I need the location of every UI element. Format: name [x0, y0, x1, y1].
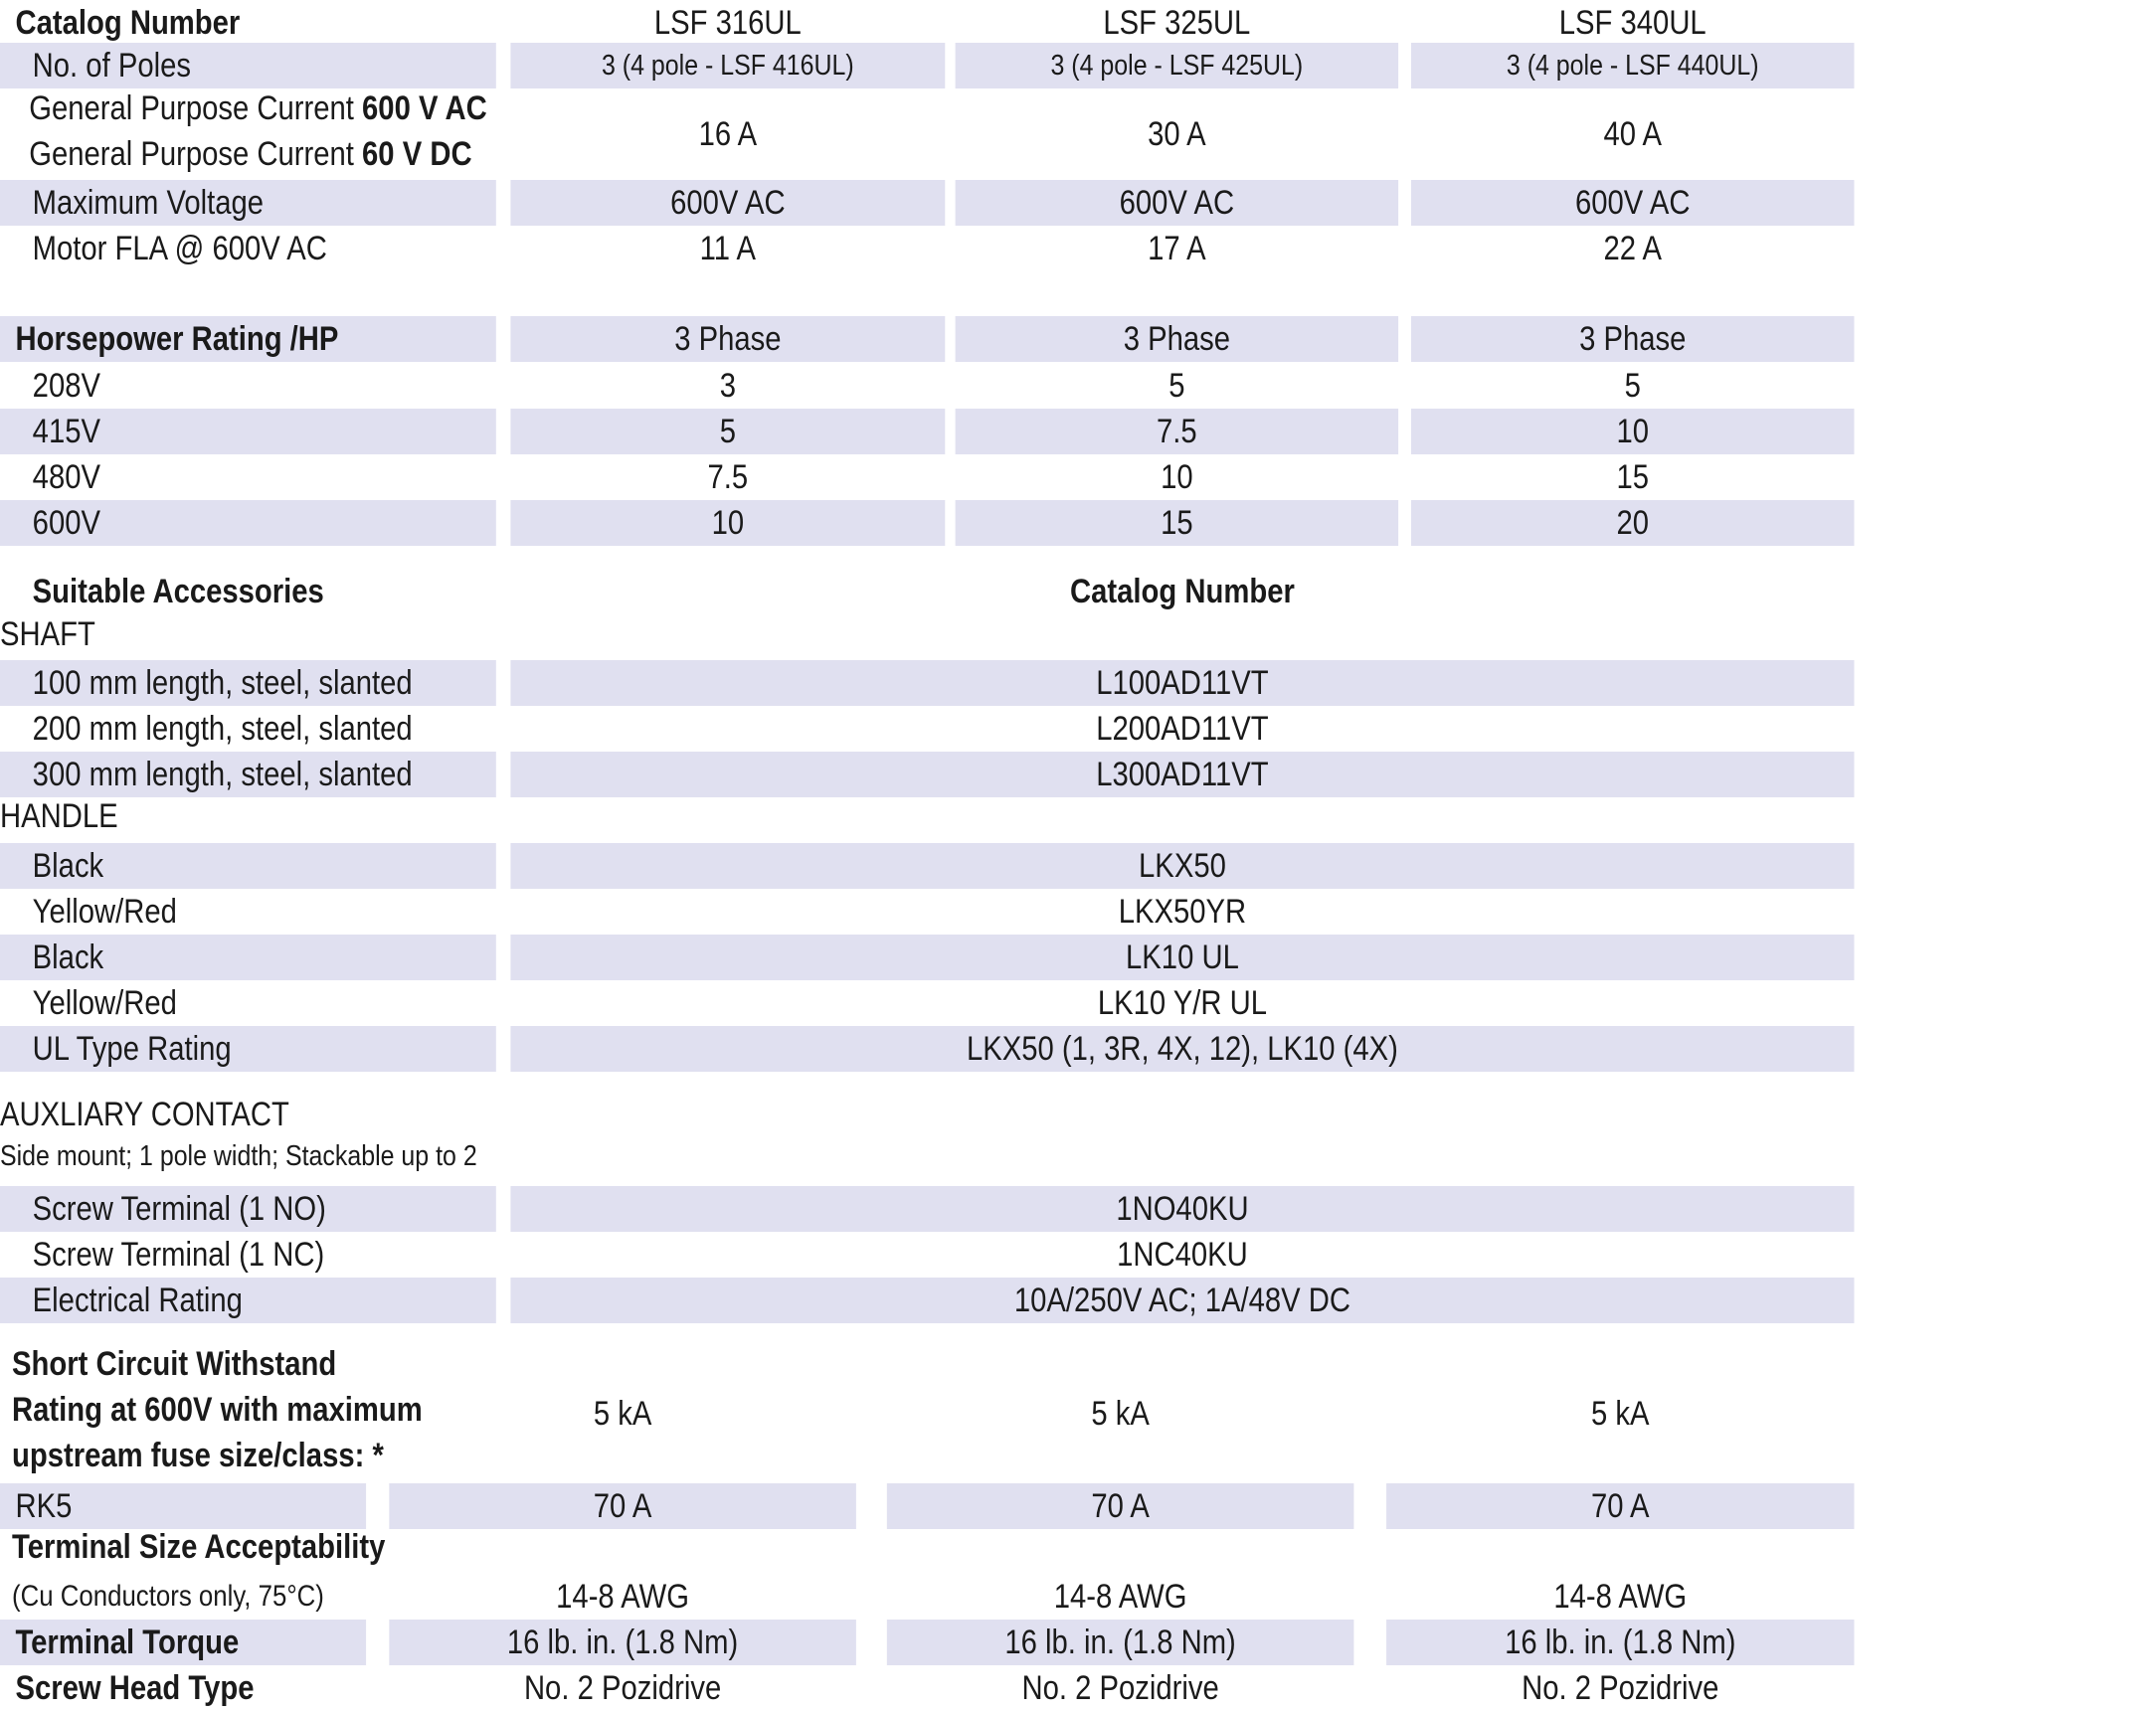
aux-nc-val: 1NC40KU: [1117, 1235, 1248, 1274]
accessories-col-label: Catalog Number: [1070, 572, 1295, 610]
aux-rating-label: Electrical Rating: [0, 1278, 496, 1323]
current-val-3: 40 A: [1603, 114, 1663, 153]
voltage-val-1: 600V AC: [510, 180, 945, 226]
hp-600-val-1: 10: [510, 500, 945, 546]
aux-no-val: 1NO40KU: [510, 1186, 1854, 1232]
handle-yr-val: LKX50YR: [1118, 892, 1247, 931]
accessories-label: Suitable Accessories: [32, 572, 324, 610]
header-label: Catalog Number: [15, 3, 241, 42]
rk5-val-2: 70 A: [887, 1483, 1354, 1529]
shaft-300-label: 300 mm length, steel, slanted: [0, 752, 496, 797]
screw-head-val-3: No. 2 Pozidrive: [1522, 1668, 1719, 1707]
hp-600-label: 600V: [0, 500, 496, 546]
current-label-ac-text: General Purpose Current: [29, 89, 363, 127]
voltage-val-3: 600V AC: [1411, 180, 1854, 226]
hp-480-val-3: 15: [1616, 457, 1649, 496]
hp-val-2: 3 Phase: [956, 316, 1398, 362]
ul-type-label: UL Type Rating: [0, 1026, 496, 1072]
shaft-100-label: 100 mm length, steel, slanted: [0, 660, 496, 706]
current-label-dc: [29, 135, 471, 174]
hp-480-label: 480V: [32, 457, 100, 496]
sc-line-1: Short Circuit Withstand: [12, 1345, 337, 1383]
hp-415-label: 415V: [0, 409, 496, 454]
handle-black-val: LKX50: [510, 843, 1854, 889]
header-col-2: LSF 325UL: [1103, 3, 1251, 42]
shaft-heading: SHAFT: [0, 615, 95, 653]
current-label-ac: [29, 89, 487, 128]
rk5-val-3: 70 A: [1386, 1483, 1854, 1529]
current-label-ac-bold: 600 V AC: [362, 89, 487, 127]
rk5-label: RK5: [0, 1483, 366, 1529]
shaft-200-val: L200AD11VT: [1096, 709, 1269, 748]
rk5-val-1: 70 A: [389, 1483, 856, 1529]
handle-black-label: Black: [0, 843, 496, 889]
voltage-label: Maximum Voltage: [0, 180, 496, 226]
voltage-val-2: 600V AC: [956, 180, 1398, 226]
fla-val-2: 17 A: [1148, 229, 1206, 267]
hp-label: Horsepower Rating /HP: [0, 316, 496, 362]
hp-208-val-1: 3: [719, 366, 736, 405]
aux-rating-val: 10A/250V AC; 1A/48V DC: [510, 1278, 1854, 1323]
current-label-dc-text: General Purpose Current: [29, 135, 363, 173]
sc-line-2: Rating at 600V with maximum: [12, 1391, 423, 1429]
sc-val-1: 5 kA: [593, 1394, 652, 1433]
torque-val-1: 16 lb. in. (1.8 Nm): [389, 1620, 856, 1665]
current-val-2: 30 A: [1148, 114, 1206, 153]
hp-208-label: 208V: [32, 366, 100, 405]
screw-head-val-2: No. 2 Pozidrive: [1021, 1668, 1219, 1707]
hp-415-val-1: 5: [510, 409, 945, 454]
header-col-1: LSF 316UL: [653, 3, 802, 42]
torque-val-3: 16 lb. in. (1.8 Nm): [1386, 1620, 1854, 1665]
sc-line-3: upstream fuse size/class: *: [12, 1437, 384, 1474]
handle-yr2-val: LK10 Y/R UL: [1097, 983, 1268, 1022]
header-col-3: LSF 340UL: [1558, 3, 1707, 42]
poles-val-3: 3 (4 pole - LSF 440UL): [1411, 43, 1854, 88]
aux-no-label: Screw Terminal (1 NO): [0, 1186, 496, 1232]
fla-val-1: 11 A: [699, 229, 757, 267]
handle-black2-label: Black: [0, 935, 496, 980]
hp-208-val-2: 5: [1168, 366, 1185, 405]
poles-val-1: 3 (4 pole - LSF 416UL): [510, 43, 945, 88]
terminal-size-val-3: 14-8 AWG: [1553, 1577, 1688, 1616]
sc-val-2: 5 kA: [1091, 1394, 1150, 1433]
shaft-100-val: L100AD11VT: [510, 660, 1854, 706]
terminal-size-val-2: 14-8 AWG: [1053, 1577, 1187, 1616]
ul-type-val: LKX50 (1, 3R, 4X, 12), LK10 (4X): [510, 1026, 1854, 1072]
terminal-size-label: Terminal Size Acceptability: [12, 1528, 386, 1566]
hp-415-val-3: 10: [1411, 409, 1854, 454]
aux-nc-label: Screw Terminal (1 NC): [32, 1235, 325, 1274]
screw-head-val-1: No. 2 Pozidrive: [523, 1668, 722, 1707]
handle-heading: HANDLE: [0, 797, 118, 835]
fla-label: Motor FLA @ 600V AC: [32, 229, 327, 267]
hp-600-val-3: 20: [1411, 500, 1854, 546]
aux-heading: AUXLIARY CONTACT: [0, 1096, 289, 1133]
hp-415-val-2: 7.5: [956, 409, 1398, 454]
current-val-1: 16 A: [698, 114, 758, 153]
sc-val-3: 5 kA: [1591, 1394, 1650, 1433]
current-label-dc-bold: 60 V DC: [362, 135, 472, 173]
hp-600-val-2: 15: [956, 500, 1398, 546]
hp-480-val-2: 10: [1161, 457, 1193, 496]
torque-label: Terminal Torque: [0, 1620, 366, 1665]
hp-val-1: 3 Phase: [510, 316, 945, 362]
terminal-size-val-1: 14-8 AWG: [556, 1577, 689, 1616]
handle-black2-val: LK10 UL: [510, 935, 1854, 980]
shaft-300-val: L300AD11VT: [510, 752, 1854, 797]
torque-val-2: 16 lb. in. (1.8 Nm): [887, 1620, 1354, 1665]
handle-yr2-label: Yellow/Red: [32, 983, 177, 1022]
poles-label: No. of Poles: [0, 43, 496, 88]
terminal-size-sub: (Cu Conductors only, 75°C): [12, 1580, 324, 1613]
hp-208-val-3: 5: [1624, 366, 1641, 405]
hp-val-3: 3 Phase: [1411, 316, 1854, 362]
aux-note: Side mount; 1 pole width; Stackable up to 2: [0, 1140, 477, 1172]
poles-val-2: 3 (4 pole - LSF 425UL): [956, 43, 1398, 88]
fla-val-3: 22 A: [1603, 229, 1663, 267]
handle-yr-label: Yellow/Red: [32, 892, 177, 931]
shaft-200-label: 200 mm length, steel, slanted: [32, 709, 413, 748]
screw-head-label: Screw Head Type: [15, 1668, 255, 1707]
hp-480-val-1: 7.5: [707, 457, 749, 496]
